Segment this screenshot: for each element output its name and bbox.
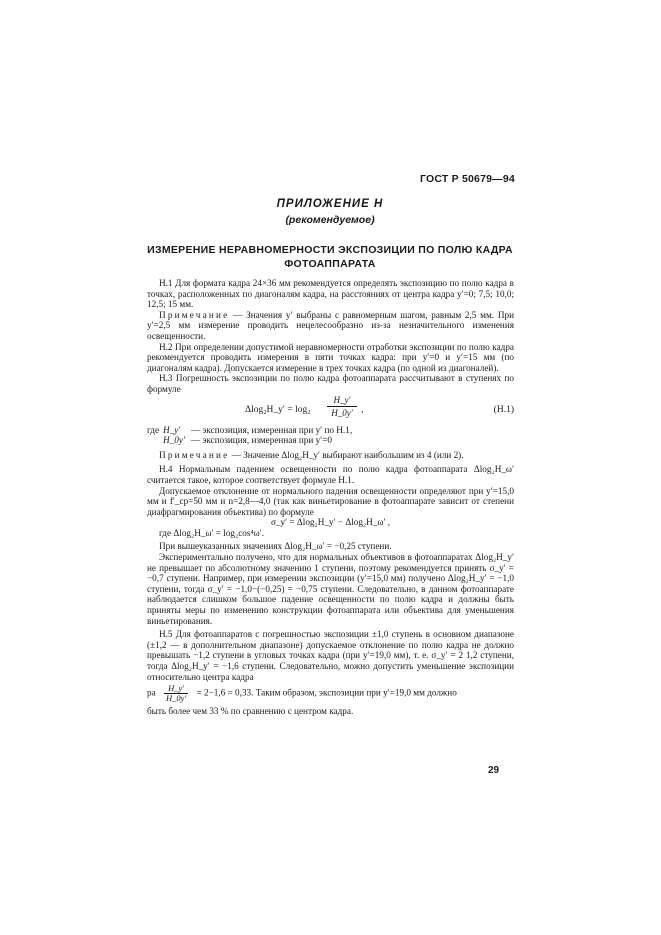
formula-lhs: Δlog₂H_y′ = log₂	[245, 404, 311, 415]
legend-text: — экспозиция, измеренная при y′=0	[191, 435, 332, 446]
formula-denominator: H_0y′	[331, 408, 353, 419]
page-number: 29	[488, 765, 500, 776]
document-body	[147, 278, 514, 717]
legend-row	[147, 435, 514, 446]
note-1	[147, 310, 514, 342]
formula-sigma: σ_y′ = Δlog₂H_y′ − Δlog₂H_ω′ ,	[270, 517, 391, 528]
formula-numerator: H_y′	[327, 395, 357, 408]
inline-fraction	[164, 684, 188, 703]
note-text: — Значения y′ выбраны с равномерным шагом, равным 2,5 мм. При y′=2,5 мм измерение проводить нецелесообразно из-за незначительного изменения освещенности.	[147, 309, 514, 341]
legend-symbol: H_y′	[163, 424, 181, 435]
paragraph-n4-values: При вышеуказанных значениях Δlog₂H_ω′ = −0,25 ступени.	[159, 541, 392, 552]
paragraph-n4-tolerance: Допускаемое отклонение от нормального падения освещенности определяют при y′=15,0 мм и f′_ср=50 мм и n=2,8—4,0 (так как виньетирование в фотоаппарате зависит от степени диафрагмирования объектива) по формуле	[147, 485, 514, 517]
paragraph-n5: Н.5 Для фотоаппаратов с погрешностью экспозиции ±1,0 ступень в основном диапазоне (±1,2 — в дополнительном диапазоне) допускаемое отклонение по полю кадра не должно превышать −1,2 ступени в угловых точках кадра (при y′=19,0 мм), т. е. σ_y′ = 2 1,2 ступени, тогда Δlog₂H_y′ = −1,6 ступени. Следовательно, можно допустить уменьшение экспозиции относительно центра кадра	[147, 629, 514, 682]
note-2	[147, 450, 514, 461]
formula-number: (Н.1)	[493, 404, 514, 415]
inline-numerator: H_y′	[164, 684, 188, 694]
paragraph-n3: Н.3 Погрешность экспозиции по полю кадра фотоаппарата рассчитывают в ступенях по формуле	[147, 373, 514, 394]
paragraph-n1: Н.1 Для формата кадра 24×36 мм рекомендуется определять экспозицию по полю кадра в точках, расположенных по диагоналям кадра, на расстояниях от центра кадра y′=0; 7,5; 10,0; 12,5; 15 мм.	[147, 278, 514, 310]
note-text: — Значение Δlog₂H_y′ выбирают наибольшим из 4 (или 2).	[229, 449, 464, 460]
section-heading-line-2: ФОТОАППАРАТА	[284, 258, 376, 270]
legend-row	[147, 425, 514, 436]
paragraph-n2: Н.2 При определении допустимой неравномерности отработки экспозиции по полю кадра рекомендуется проводить измерения в пяти точках кадра: при y′=0 и y′=15 мм (по диагоналям кадра). Допускается измерение в трех точках кадра (по одной из диагоналей).	[147, 341, 514, 373]
section-heading-line-1: ИЗМЕРЕНИЕ НЕРАВНОМЕРНОСТИ ЭКСПОЗИЦИИ ПО ПОЛЮ КАДРА	[147, 244, 513, 256]
standard-number: ГОСТ Р 50679—94	[420, 173, 515, 185]
section-heading	[135, 243, 525, 271]
legend-symbol: H_0y′	[163, 435, 185, 446]
formula-legend	[147, 425, 514, 446]
paragraph-n5-fraction-line: ра $\frac{H\_y'}{H\_0y'}$ = 2−1,6 = 0,33. Таким образом, экспозиции при y′=19,0 мм должно	[147, 683, 457, 704]
formula-cos: где Δlog₂H_ω′ = log₂cos⁴ω′.	[159, 527, 265, 538]
inline-fraction-tail: = 2−1,6 = 0,33. Таким образом, экспозиции при y′=19,0 мм должно	[196, 687, 457, 698]
inline-denominator: H_0y′	[165, 693, 187, 704]
note-label: Примечание	[159, 309, 230, 320]
formula-fraction	[327, 395, 357, 419]
legend-text: — экспозиция, измеренная при y′ по Н.1,	[191, 424, 353, 435]
note-label: Примечание	[159, 449, 230, 460]
paragraph-n5-end: быть более чем 33 % по сравнению с центром кадра.	[147, 706, 354, 717]
legend-where: где	[147, 424, 160, 435]
paragraph-n4-experiment: Экспериментально получено, что для нормальных объективов в фотоаппаратах Δlog₂H_y′ не превышает по абсолютному значению 1 ступени, поэтому рекомендуется принять σ_y′ = −0,7 ступени. Например, при измерении экспозиции (y′=15,0 мм) получено Δlog₂H_y′ = −1,0 ступени, тогда σ_y′ = −1,0−(−0,25) = −0,75 ступени. Следовательно, в данном фотоаппарате наблюдается слишком большое падение освещенности по полю кадра и должны быть приняты меры по изменению конструкции фотоаппарата или объектива для уменьшения виньетирования.	[147, 552, 514, 626]
formula-n1: Δlog₂H_y′ = log₂ $\frac{H\_y'}{H\_0y'}$ , (Н.1)	[245, 394, 514, 419]
appendix-status: (рекомендуемое)	[285, 214, 375, 226]
appendix-title: ПРИЛОЖЕНИЕ Н	[276, 198, 384, 210]
paragraph-n4: Н.4 Нормальным падением освещенности по полю кадра фотоаппарата Δlog₂H_ω′ считается такое, которое соответствует формуле Н.1.	[147, 464, 514, 485]
